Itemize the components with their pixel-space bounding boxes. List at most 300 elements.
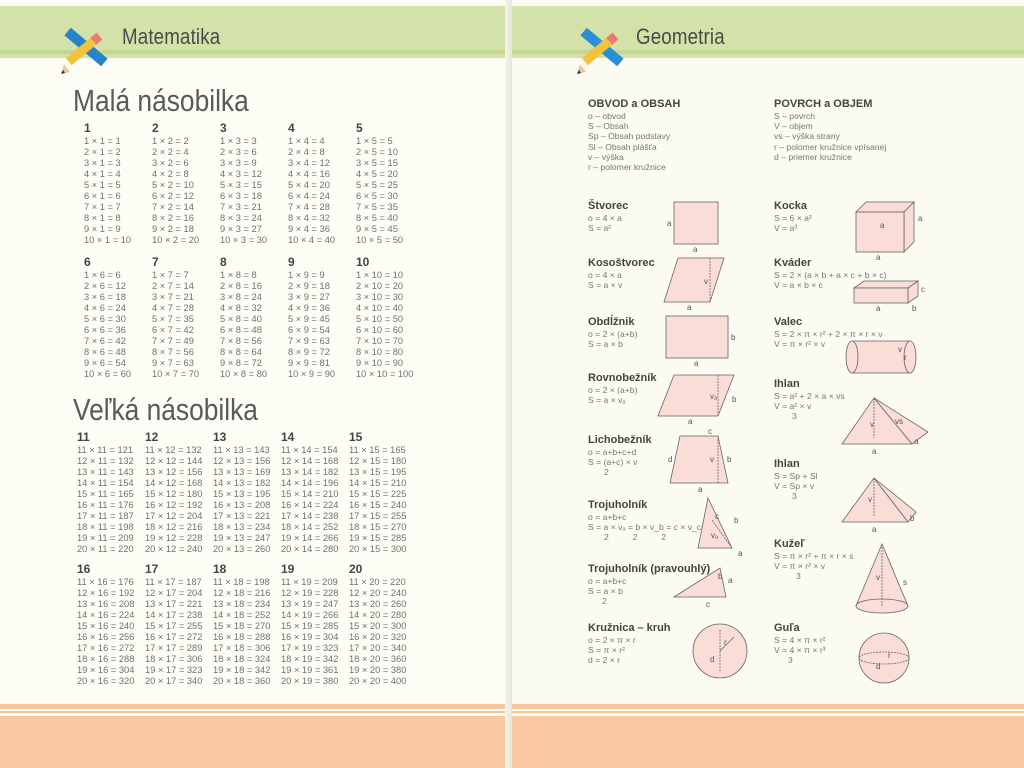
table-row: 16 × 20 = 320 [349,632,407,642]
table-row: 3 × 6 = 18 [84,292,126,302]
table-row: 16 × 19 = 304 [281,632,339,642]
table-row: 5 × 8 = 40 [220,314,262,324]
label-a: a [876,253,881,262]
table-row: 20 × 15 = 300 [349,544,407,554]
table-number: 16 [77,562,91,576]
table-row: 7 × 6 = 42 [84,336,126,346]
table-row: 10 × 4 = 40 [288,235,336,245]
table-row: 6 × 2 = 12 [152,191,194,201]
table-row: 14 × 12 = 168 [145,478,203,488]
table-row: 13 × 11 = 143 [77,467,134,477]
table-row: 6 × 6 = 36 [84,325,126,335]
table-row: 15 × 15 = 225 [349,489,407,499]
table-row: 18 × 17 = 306 [145,654,203,664]
table-row: 18 × 18 = 324 [213,654,271,664]
shape-name: Valec [774,316,803,328]
table-row: 19 × 17 = 323 [145,665,203,675]
formula-line: S = π × r² + π × r × s [774,551,854,561]
shape-name: Ihlan [774,378,800,390]
sphere-figure [859,633,909,683]
legend-line: v – výška [588,151,624,162]
table-row: 8 × 3 = 24 [220,213,262,223]
shape-name: Štvorec [588,200,629,212]
table-row: 10 × 10 = 100 [356,369,414,379]
table-row: 17 × 17 = 289 [145,643,203,653]
legend-line: Sl – Obsah plášťa [588,141,657,152]
formula-line: 3 [792,491,797,502]
table-row: 12 × 19 = 228 [281,588,339,598]
table-row: 2 × 7 = 14 [152,281,194,291]
table-row: 13 × 17 = 221 [145,599,203,609]
table-row: 16 × 15 = 240 [349,500,407,510]
label-r: r [724,638,727,647]
table-row: 19 × 12 = 228 [145,533,203,543]
table-row: 18 × 13 = 234 [213,522,271,532]
multiplication-table [213,430,270,555]
table-row: 15 × 11 = 165 [77,489,134,499]
table-number: 13 [213,430,227,444]
table-row: 7 × 8 = 56 [220,336,262,346]
multiplication-table [349,562,406,687]
table-row: 9 × 3 = 27 [220,224,262,234]
table-row: 10 × 1 = 10 [84,235,132,245]
table-row: 5 × 3 = 15 [220,180,262,190]
table-row: 11 × 18 = 198 [213,577,270,587]
label-a: a [914,437,919,446]
formula-line: S = a × v [588,280,623,291]
shape-name: Obdĺžnik [588,316,635,328]
table-row: 5 × 5 = 25 [356,180,398,190]
label-va: vₐ [710,392,717,401]
table-row: 8 × 9 = 72 [288,347,330,357]
table-row: 16 × 17 = 272 [145,632,203,642]
table-row: 3 × 3 = 9 [220,158,257,168]
table-row: 12 × 13 = 156 [213,456,271,466]
table-row: 20 × 16 = 320 [77,676,135,686]
table-row: 19 × 14 = 266 [281,533,339,543]
table-row: 17 × 14 = 238 [281,511,339,521]
table-row: 13 × 18 = 234 [213,599,271,609]
formula-line: S = 4 × π × r² [774,635,826,645]
table-row: 3 × 10 = 30 [356,292,404,302]
cuboid-front [854,288,908,303]
table-row: 4 × 8 = 32 [220,303,262,313]
table-row: 7 × 9 = 63 [288,336,330,346]
table-row: 3 × 5 = 15 [356,158,398,168]
multiplication-table [84,255,131,380]
formula-line: S = a × vₐ [588,395,626,406]
table-row: 17 × 15 = 255 [349,511,407,521]
label-c: c [921,285,925,294]
table-row: 16 × 18 = 288 [213,632,271,642]
table-row: 8 × 4 = 32 [288,213,330,223]
table-row: 1 × 7 = 7 [152,270,189,280]
table-row: 15 × 18 = 270 [213,621,271,631]
table-row: 20 × 13 = 260 [213,544,271,554]
table-row: 5 × 4 = 20 [288,180,330,190]
table-row: 11 × 11 = 121 [77,445,134,455]
cuboid-top [854,281,918,288]
table-row: 17 × 12 = 204 [145,511,203,521]
table-row: 2 × 10 = 20 [356,281,404,291]
table-row: 8 × 8 = 64 [220,347,262,357]
table-row: 4 × 9 = 36 [288,303,330,313]
table-row: 3 × 9 = 27 [288,292,330,302]
multiplication-table [213,562,270,687]
table-row: 8 × 5 = 40 [356,213,398,223]
label-v: v [704,277,708,286]
legend-line: V – objem [774,121,813,132]
table-row: 1 × 4 = 4 [288,136,325,146]
label-b: b [912,304,917,313]
table-row: 2 × 5 = 10 [356,147,398,157]
formula-line: S = 6 × a² [774,213,812,223]
table-number: 1 [84,121,91,135]
table-row: 2 × 4 = 8 [288,147,325,157]
label-a: a [738,549,743,558]
multiplication-table [145,430,202,555]
table-row: 9 × 8 = 72 [220,358,262,368]
formula-line: V = Sp × v [774,481,815,492]
table-row: 14 × 11 = 154 [77,478,134,488]
table-number: 3 [220,121,227,135]
table-row: 1 × 1 = 1 [84,136,121,146]
table-row: 3 × 4 = 12 [288,158,330,168]
table-row: 17 × 11 = 187 [77,511,134,521]
multiplication-table [77,562,134,687]
table-row: 15 × 13 = 195 [213,489,271,499]
table-row: 11 × 13 = 143 [213,445,270,455]
table-row: 5 × 1 = 5 [84,180,121,190]
label-s: s [903,578,907,587]
label-r: r [888,651,891,660]
label-a: a [872,447,877,456]
table-row: 19 × 15 = 285 [349,533,407,543]
table-row: 14 × 20 = 280 [349,610,407,620]
legend-line: Sp – Obsah podstavy [588,131,671,142]
table-number: 18 [213,562,227,576]
section-title-geometria: Geometria [636,24,725,49]
table-row: 16 × 13 = 208 [213,500,271,510]
label-r: r [904,353,907,362]
shape-name: Guľa [774,622,800,634]
label-b: b [910,514,915,523]
table-row: 11 × 17 = 187 [145,577,202,587]
label-d: d [668,455,673,464]
table-row: 15 × 12 = 180 [145,489,203,499]
shape-name: Ihlan [774,458,800,470]
shape-name: Lichobežník [588,434,652,446]
formula-line: 3 [796,571,801,582]
table-row: 11 × 20 = 220 [349,577,406,587]
table-row: 2 × 1 = 2 [84,147,121,157]
table-row: 20 × 12 = 240 [145,544,203,554]
formula-line: 2 [604,467,609,478]
table-row: 8 × 6 = 48 [84,347,126,357]
geometry-figures [512,0,1024,768]
label-a: a [687,303,692,312]
label-c: c [708,427,712,436]
formula-line: 2 [602,596,607,607]
formula-line: S = 2 × (a × b + a × c + b × c) [774,270,887,280]
label-v: v [898,345,902,354]
label-b: b [718,572,723,581]
table-row: 7 × 1 = 7 [84,202,121,212]
table-row: 1 × 10 = 10 [356,270,404,280]
table-row: 4 × 4 = 16 [288,169,330,179]
table-row: 12 × 15 = 180 [349,456,407,466]
table-row: 8 × 10 = 80 [356,347,404,357]
table-row: 10 × 2 = 20 [152,235,200,245]
label-d: d [876,662,881,671]
table-row: 12 × 16 = 192 [77,588,135,598]
label-v: v [710,455,714,464]
legend-heading: POVRCH a OBJEM [774,98,873,110]
legend-line: S – povrch [774,111,816,121]
table-row: 17 × 13 = 221 [213,511,271,521]
table-row: 17 × 20 = 340 [349,643,407,653]
table-row: 11 × 19 = 209 [281,577,338,587]
multiplication-table [356,121,403,246]
table-row: 16 × 11 = 176 [77,500,134,510]
formula-line: V = a³ [774,223,798,234]
formula-line: V = π × r² × v [774,561,826,572]
table-row: 15 × 14 = 210 [281,489,339,499]
table-row: 3 × 2 = 6 [152,158,189,168]
table-row: 13 × 20 = 260 [349,599,407,609]
right-page [512,0,1024,768]
table-row: 20 × 17 = 340 [145,676,203,686]
table-number: 12 [145,430,159,444]
label-c: c [706,600,710,609]
table-row: 10 × 7 = 70 [152,369,200,379]
table-row: 3 × 8 = 24 [220,292,262,302]
table-row: 18 × 11 = 198 [77,522,134,532]
table-row: 17 × 19 = 323 [281,643,339,653]
table-row: 6 × 5 = 30 [356,191,398,201]
legend-line: S – Obsah [588,121,629,132]
table-row: 8 × 1 = 8 [84,213,121,223]
table-row: 7 × 3 = 21 [220,202,262,212]
table-row: 6 × 1 = 6 [84,191,121,201]
table-row: 14 × 17 = 238 [145,610,203,620]
formula-line: S = a × b [588,339,623,350]
table-row: 9 × 4 = 36 [288,224,330,234]
table-row: 19 × 19 = 361 [281,665,339,675]
table-row: 18 × 12 = 216 [145,522,203,532]
table-row: 1 × 8 = 8 [220,270,257,280]
table-row: 2 × 6 = 12 [84,281,126,291]
label-v: v [870,420,874,429]
table-row: 12 × 20 = 240 [349,588,407,598]
label-b: b [731,333,736,342]
label-a: a [872,525,877,534]
table-row: 18 × 19 = 342 [281,654,339,664]
formula-line: S = π × r² [588,645,625,656]
table-row: 15 × 17 = 255 [145,621,203,631]
cylinder-base [846,341,858,373]
formula-line: S = 2 × π × r² + 2 × π × r × v [774,329,883,339]
table-row: 9 × 7 = 63 [152,358,194,368]
table-row: 13 × 14 = 182 [281,467,339,477]
table-number: 14 [281,430,295,444]
legend-heading: OBVOD a OBSAH [588,98,681,110]
table-number: 11 [77,430,90,444]
table-row: 4 × 10 = 40 [356,303,404,313]
table-row: 16 × 12 = 192 [145,500,203,510]
table-row: 9 × 2 = 18 [152,224,194,234]
table-row: 10 × 9 = 90 [288,369,336,379]
formula-line: o = 2 × (a+b) [588,329,638,339]
table-number: 4 [288,121,295,135]
table-row: 7 × 4 = 28 [288,202,330,212]
table-row: 14 × 15 = 210 [349,478,407,488]
formula-line: 3 [788,655,793,666]
label-v: v [868,495,872,504]
table-row: 10 × 5 = 50 [356,235,404,245]
formula-line: S = Sp + Sl [774,471,818,481]
table-row: 20 × 11 = 220 [77,544,134,554]
table-row: 20 × 18 = 360 [213,676,271,686]
multiplication-table [356,255,413,380]
table-row: 9 × 6 = 54 [84,358,126,368]
table-row: 4 × 1 = 4 [84,169,121,179]
multiplication-table [288,255,335,380]
formula-line: d = 2 × r [588,655,621,666]
table-row: 5 × 9 = 45 [288,314,330,324]
formula-line: S = a² + 2 × a × vs [774,391,845,401]
bottom-band [0,716,512,768]
shape-name: Kružnica – kruh [588,622,671,634]
table-row: 19 × 11 = 209 [77,533,134,543]
multiplication-table [84,121,131,246]
table-row: 20 × 14 = 280 [281,544,339,554]
label-a: a [876,304,881,313]
label-a: a [667,219,672,228]
table-row: 9 × 9 = 81 [288,358,330,368]
formula-line: o = a+b+c [588,512,627,522]
table-row: 10 × 6 = 60 [84,369,132,379]
label-a: a [880,221,885,230]
table-row: 10 × 8 = 80 [220,369,268,379]
multiplication-table [288,121,335,246]
table-row: 15 × 16 = 240 [77,621,135,631]
table-number: 5 [356,121,363,135]
table-number: 9 [288,255,295,269]
formula-line: o = 4 × a [588,270,622,280]
bottom-line [0,704,512,709]
label-a: a [698,485,703,494]
legend-line: o – obvod [588,111,626,121]
multiplication-table [220,121,267,246]
table-row: 16 × 16 = 256 [77,632,135,642]
table-row: 13 × 15 = 195 [349,467,407,477]
cube-front [856,212,904,252]
label-b: b [727,455,732,464]
table-row: 19 × 16 = 304 [77,665,135,675]
square-figure [674,202,718,244]
bottom-line-thin [0,711,512,713]
legend-line: d – priemer kružnice [774,151,852,162]
table-row: 15 × 19 = 285 [281,621,339,631]
table-row: 6 × 8 = 48 [220,325,262,335]
table-row: 6 × 9 = 54 [288,325,330,335]
table-row: 7 × 10 = 70 [356,336,404,346]
formula-line: o = 2 × π × r [588,635,636,645]
section-title-matematika: Matematika [122,24,221,49]
label-a: a [728,576,733,585]
table-row: 3 × 1 = 3 [84,158,121,168]
heading-velka-nasobilka: Veľká násobilka [73,392,258,427]
multiplication-table [220,255,267,380]
label-va: vₐ [711,531,718,540]
table-row: 1 × 6 = 6 [84,270,121,280]
table-row: 5 × 6 = 30 [84,314,126,324]
formula-line: S = a × b [588,586,623,597]
pencil-ruler-icon [58,20,114,76]
table-row: 10 × 3 = 30 [220,235,268,245]
table-row: 16 × 14 = 224 [281,500,339,510]
table-row: 9 × 1 = 9 [84,224,121,234]
table-row: 17 × 18 = 306 [213,643,271,653]
table-row: 5 × 7 = 35 [152,314,194,324]
formula-line: V = 4 × π × r³ [774,645,826,656]
table-row: 12 × 17 = 204 [145,588,203,598]
rectangle-figure [666,316,728,358]
table-row: 18 × 20 = 360 [349,654,407,664]
table-row: 2 × 3 = 6 [220,147,257,157]
shape-name: Kocka [774,200,808,212]
table-row: 13 × 12 = 156 [145,467,203,477]
table-row: 2 × 9 = 18 [288,281,330,291]
table-row: 6 × 3 = 18 [220,191,262,201]
table-row: 18 × 15 = 270 [349,522,407,532]
label-d: d [710,655,715,664]
table-row: 14 × 16 = 224 [77,610,135,620]
table-row: 2 × 8 = 16 [220,281,262,291]
shape-name: Trojuholník [588,499,648,511]
table-row: 6 × 10 = 60 [356,325,404,335]
table-row: 20 × 20 = 400 [349,676,407,686]
table-row: 4 × 5 = 20 [356,169,398,179]
table-row: 1 × 9 = 9 [288,270,325,280]
formula-line: V = π × r² × v [774,339,826,350]
table-row: 1 × 3 = 3 [220,136,257,146]
table-row: 7 × 5 = 35 [356,202,398,212]
multiplication-table [281,430,338,555]
multiplication-table [145,562,202,687]
table-number: 2 [152,121,159,135]
label-b: b [734,516,739,525]
table-row: 6 × 4 = 24 [288,191,330,201]
formula-line: o = a+b+c [588,576,627,586]
table-row: 13 × 16 = 208 [77,599,135,609]
shape-name: Kosoštvorec [588,257,655,269]
label-v: v [876,573,880,582]
legend-line: r – polomer kružnice [588,162,666,173]
formula-line: o = 2 × (a+b) [588,385,638,395]
table-number: 8 [220,255,227,269]
parallelogram-figure [658,375,734,416]
shape-name: Kužeľ [774,538,805,550]
table-row: 19 × 18 = 342 [213,665,271,675]
heading-mala-nasobilka: Malá násobilka [73,83,249,118]
table-row: 4 × 3 = 12 [220,169,262,179]
table-row: 14 × 13 = 182 [213,478,271,488]
table-number: 19 [281,562,295,576]
formula-line: S = a × vₐ = b × v_b = c × v_c [588,522,702,533]
table-row: 19 × 13 = 247 [213,533,271,543]
